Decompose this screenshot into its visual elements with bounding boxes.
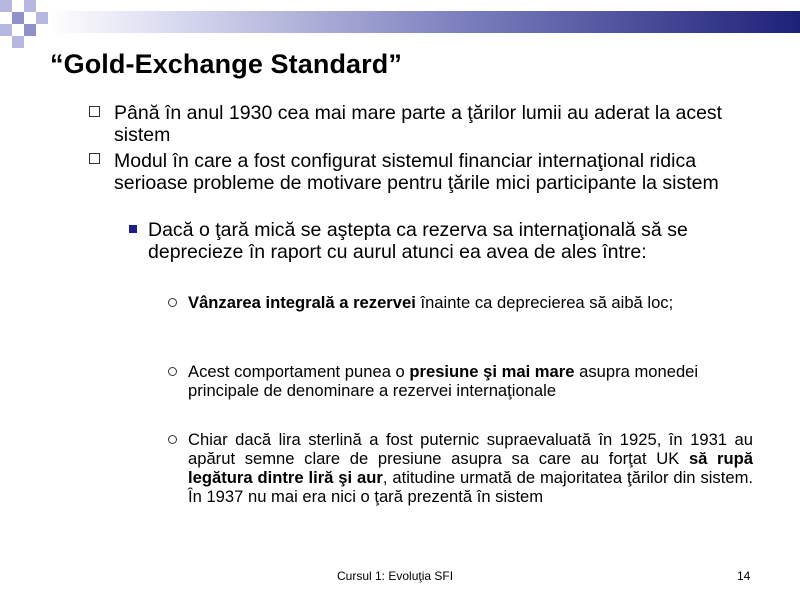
slide-title: “Gold-Exchange Standard” (50, 49, 402, 79)
text-run: asupra monedei principale de denominare a rezervei internaţionale (188, 362, 699, 400)
text-run: , atitudine urmată de majoritatea ţărilor din sistem. În 1937 nu mai era nici o ţară prezentă în sistem (188, 468, 753, 506)
circle-bullet-icon (168, 435, 177, 444)
checker-square (12, 12, 24, 24)
bold-phrase: presiune şi mai mare (409, 362, 575, 381)
bullet-text (188, 293, 753, 312)
text-run: înainte ca deprecierea să aibă loc; (415, 293, 674, 312)
text-run: Chiar dacă lira sterlină a fost puternic supraevaluată în 1925, în 1931 au apărut semne clare de presiune asupra sa care au forţat UK (188, 430, 753, 468)
square-bullet-icon (89, 153, 100, 164)
checker-square (24, 24, 36, 36)
bold-phrase: să rupă legătura dintre liră şi aur (188, 449, 754, 487)
filled-square-bullet-icon (129, 225, 137, 233)
bullet-text: Modul în care a fost configurat sistemul financiar internaţional ridica serioase probleme de motivare pentru ţările mici participante la sistem (114, 150, 719, 194)
square-bullet-icon (89, 106, 100, 117)
bullet-text: Până în anul 1930 cea mai mare parte a ţărilor lumii au aderat la acest sistem (114, 102, 723, 146)
footer-course-title: Cursul 1: Evoluţia SFI (337, 569, 454, 583)
checker-square (0, 24, 12, 36)
circle-bullet-icon (168, 298, 177, 307)
checker-square (36, 12, 48, 24)
header-gradient-band (48, 11, 800, 33)
bullet-text (188, 362, 753, 400)
checker-square (0, 0, 12, 12)
checker-square (24, 0, 36, 12)
bullet-text: Dacă o ţară mică se aştepta ca rezerva sa internaţională să se deprecieze în raport cu aurul atunci ea avea de ales între: (148, 219, 688, 263)
text-run: Acest comportament punea o (188, 362, 410, 381)
bold-phrase: Vânzarea integrală a rezervei (188, 293, 416, 312)
circle-bullet-icon (168, 367, 177, 376)
checker-square (12, 36, 24, 48)
bullet-text (188, 430, 753, 506)
page-number: 14 (737, 569, 751, 583)
